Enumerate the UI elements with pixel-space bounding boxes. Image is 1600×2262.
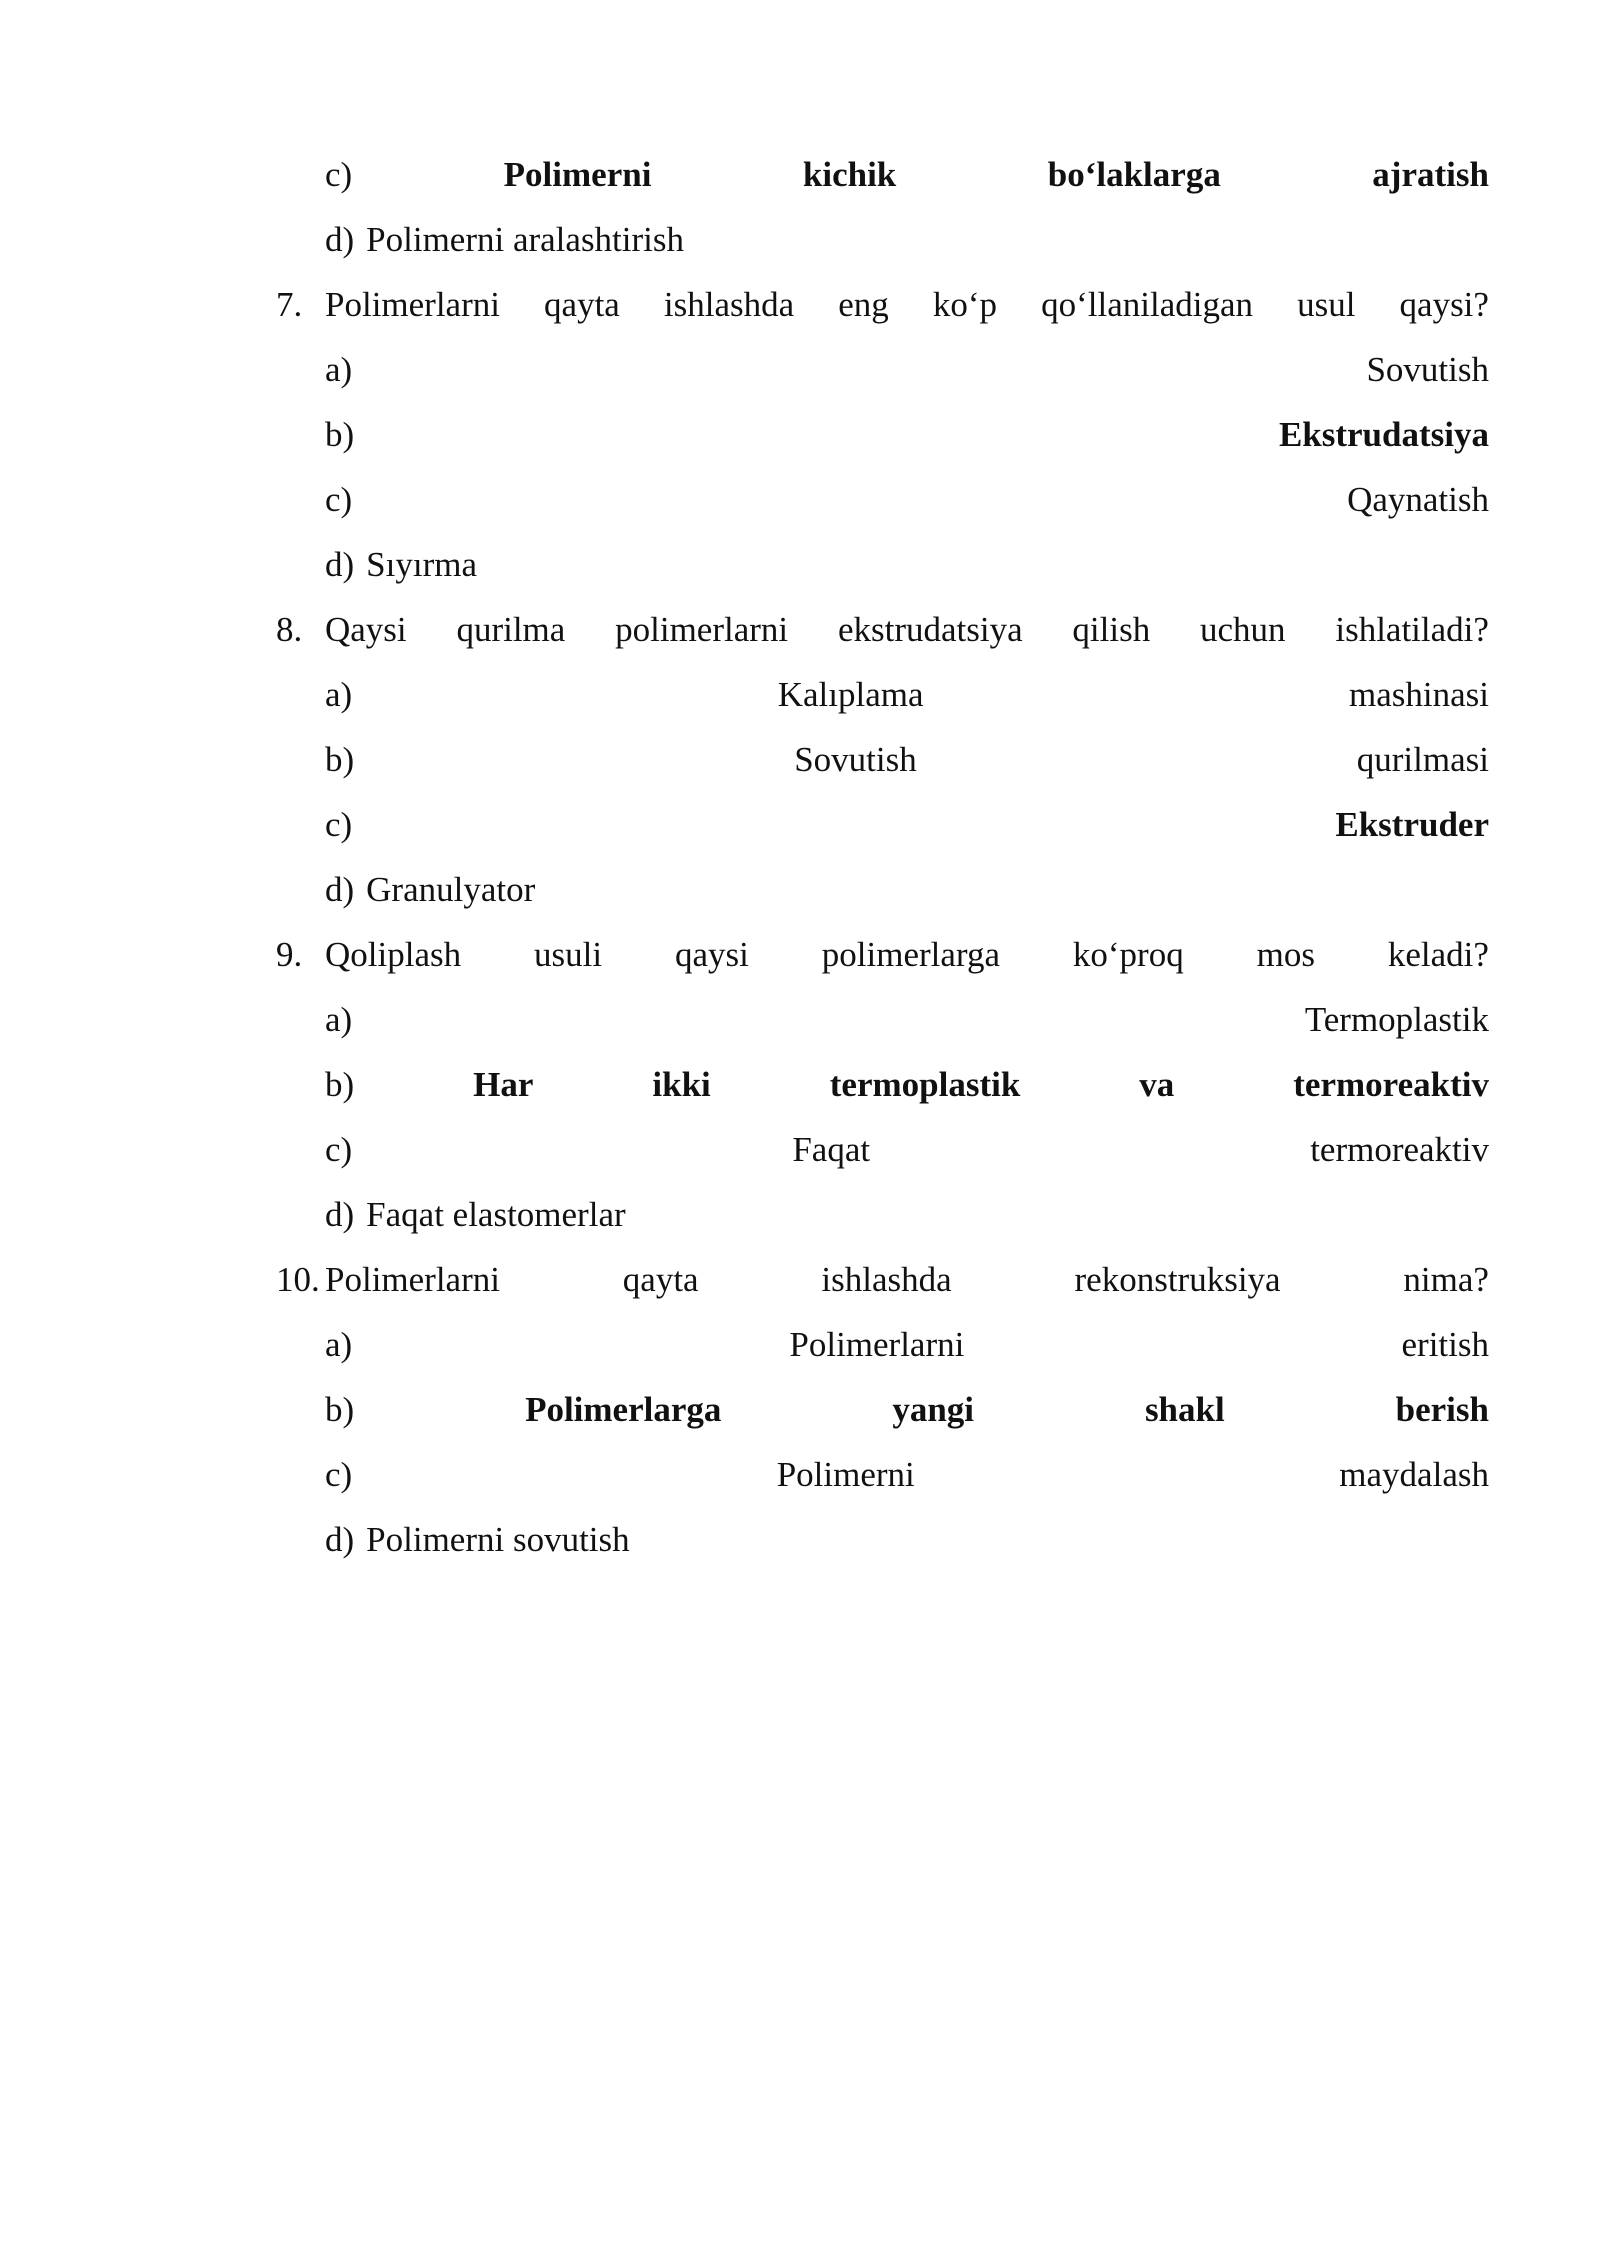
question-word: ishlashda — [821, 1260, 952, 1299]
question-word: polimerlarni — [615, 610, 789, 649]
option-word: Granulyator — [366, 870, 536, 909]
question-word: ko‘proq — [1072, 935, 1184, 974]
question-word: Polimerlarni — [325, 1260, 500, 1299]
answer-option-a — [276, 1316, 1489, 1381]
question-word: ko‘p — [932, 285, 998, 324]
option-word: Sovutish — [794, 740, 917, 779]
answer-option-d — [276, 536, 1489, 601]
answer-option-b — [276, 1056, 1489, 1121]
question-word: nima? — [1403, 1260, 1489, 1299]
correct-answer-word: Polimerlarga — [525, 1390, 722, 1429]
question-word: qaysi? — [1399, 285, 1489, 324]
question-word: keladi? — [1387, 935, 1489, 974]
correct-answer-word: berish — [1395, 1390, 1489, 1429]
option-label: b) — [325, 1065, 355, 1104]
option-word: Sovutish — [1366, 350, 1489, 389]
option-word: mashinasi — [1349, 675, 1489, 714]
option-label: b) — [325, 1390, 355, 1429]
question-word: ishlashda — [663, 285, 795, 324]
option-label: d) — [325, 1520, 355, 1559]
option-label: d) — [325, 220, 355, 259]
question-text — [325, 601, 1489, 659]
question-line — [276, 926, 1489, 991]
option-word: Faqat elastomerlar — [366, 1195, 626, 1234]
question-word: usul — [1297, 285, 1356, 324]
question-number: 8. — [276, 610, 303, 649]
question-word: qilish — [1072, 610, 1151, 649]
option-word: Polimerni — [776, 1455, 915, 1494]
correct-answer-word: Ekstruder — [1335, 805, 1489, 844]
option-label: d) — [325, 545, 355, 584]
question-number: 7. — [276, 285, 303, 324]
option-word: Qaynatish — [1347, 480, 1489, 519]
question-text — [325, 1251, 1489, 1309]
option-word: Sıyırma — [366, 545, 477, 584]
question-word: rekonstruksiya — [1074, 1260, 1281, 1299]
option-label: c) — [325, 155, 353, 194]
question-number: 9. — [276, 935, 303, 974]
option-label: a) — [325, 1000, 353, 1039]
option-word: Polimerni sovutish — [366, 1520, 630, 1559]
answer-option-c — [276, 1121, 1489, 1186]
option-word: Polimerlarni — [789, 1325, 965, 1364]
question-word: Polimerlarni — [325, 285, 500, 324]
option-label: a) — [325, 1325, 353, 1364]
correct-answer-word: va — [1139, 1065, 1175, 1104]
correct-answer-word: bo‘laklarga — [1047, 155, 1221, 194]
question-word: qayta — [622, 1260, 699, 1299]
question-word: polimerlarga — [821, 935, 1000, 974]
option-word: maydalash — [1339, 1455, 1489, 1494]
correct-answer-word: termoplastik — [829, 1065, 1021, 1104]
answer-option-c — [276, 1446, 1489, 1511]
option-word: qurilmasi — [1356, 740, 1489, 779]
question-word: qaysi — [675, 935, 749, 974]
question-text — [325, 926, 1489, 984]
question-word: eng — [838, 285, 889, 324]
answer-option-a — [276, 991, 1489, 1056]
correct-answer-word: kichik — [802, 155, 897, 194]
answer-option-c — [276, 146, 1489, 211]
answer-option-b — [276, 731, 1489, 796]
option-word: termoreaktiv — [1310, 1130, 1489, 1169]
answer-option-b — [276, 406, 1489, 471]
question-word: mos — [1256, 935, 1315, 974]
question-text — [325, 276, 1489, 334]
answer-option-c — [276, 796, 1489, 861]
question-word: ishlatiladi? — [1335, 610, 1489, 649]
option-label: b) — [325, 415, 355, 454]
option-label: c) — [325, 1130, 353, 1169]
correct-answer-word: ajratish — [1372, 155, 1489, 194]
correct-answer-word: ikki — [652, 1065, 711, 1104]
correct-answer-word: Ekstrudatsiya — [1278, 415, 1489, 454]
question-word: ekstrudatsiya — [837, 610, 1023, 649]
option-word: Polimerni aralashtirish — [366, 220, 685, 259]
correct-answer-word: shakl — [1144, 1390, 1225, 1429]
question-word: usuli — [534, 935, 603, 974]
question-word: Qoliplash — [325, 935, 462, 974]
correct-answer-word: Polimerni — [503, 155, 652, 194]
option-label: c) — [325, 480, 353, 519]
question-word: qurilma — [456, 610, 566, 649]
quiz-content — [276, 146, 1489, 1576]
option-word: Termoplastik — [1304, 1000, 1489, 1039]
correct-answer-word: Har — [473, 1065, 534, 1104]
answer-option-c — [276, 471, 1489, 536]
option-label: b) — [325, 740, 355, 779]
option-label: c) — [325, 1455, 353, 1494]
answer-option-a — [276, 666, 1489, 731]
question-number: 10. — [276, 1260, 320, 1299]
option-word: eritish — [1401, 1325, 1489, 1364]
question-line — [276, 276, 1489, 341]
question-word: Qaysi — [325, 610, 407, 649]
question-word: qayta — [544, 285, 620, 324]
answer-option-a — [276, 341, 1489, 406]
answer-option-d — [276, 1186, 1489, 1251]
answer-option-d — [276, 211, 1489, 276]
correct-answer-word: termoreaktiv — [1293, 1065, 1489, 1104]
question-word: qo‘llaniladigan — [1041, 285, 1254, 324]
answer-option-d — [276, 1511, 1489, 1576]
answer-option-b — [276, 1381, 1489, 1446]
option-label: d) — [325, 1195, 355, 1234]
option-label: a) — [325, 675, 353, 714]
option-word: Kalıplama — [777, 675, 924, 714]
question-line — [276, 1251, 1489, 1316]
option-label: c) — [325, 805, 353, 844]
option-label: d) — [325, 870, 355, 909]
question-line — [276, 601, 1489, 666]
option-word: Faqat — [792, 1130, 871, 1169]
correct-answer-word: yangi — [892, 1390, 975, 1429]
question-word: uchun — [1200, 610, 1286, 649]
option-label: a) — [325, 350, 353, 389]
answer-option-d — [276, 861, 1489, 926]
